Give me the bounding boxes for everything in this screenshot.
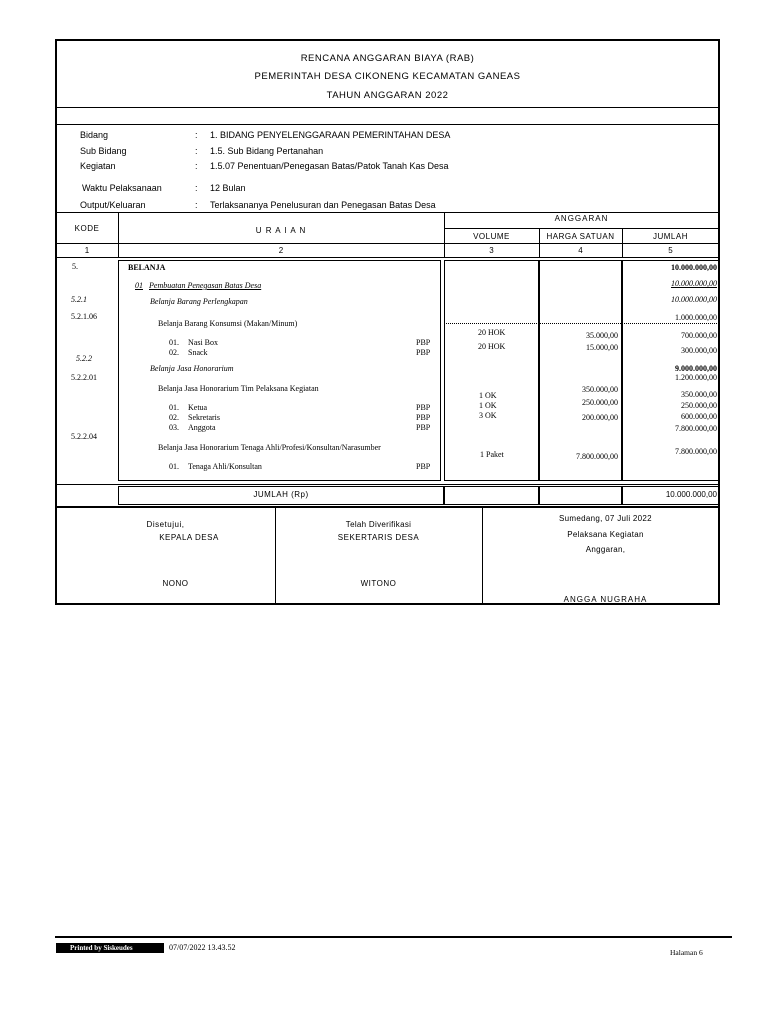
info-colon: : xyxy=(195,183,198,193)
row-jumlah: 10.000.000,00 xyxy=(671,279,717,288)
item-sumber: PBP xyxy=(416,423,431,432)
item-uraian: Snack xyxy=(188,348,208,357)
header-kode: KODE xyxy=(74,224,100,233)
row-uraian: BELANJA xyxy=(128,263,166,272)
total-volume-box xyxy=(444,486,539,505)
total-harga-box xyxy=(539,486,622,505)
info-value: 1.5. Sub Bidang Pertanahan xyxy=(210,146,324,156)
col-number: 4 xyxy=(578,246,583,255)
row-uraian: Belanja Jasa Honorarium Tim Pelaksana Kegiatan xyxy=(158,384,319,393)
col-number: 2 xyxy=(278,246,284,255)
item-volume: 1 OK xyxy=(479,391,497,400)
sign2-line1: Telah Diverifikasi xyxy=(345,520,412,529)
item-harga: 15.000,00 xyxy=(586,343,618,352)
print-datetime: 07/07/2022 13.43.52 xyxy=(169,943,236,952)
sign2-name: WITONO xyxy=(360,579,397,588)
row-kode: 5.2.2.04 xyxy=(71,432,97,441)
item-volume: 3 OK xyxy=(479,411,497,420)
row-uraian: Belanja Jasa Honorarium Tenaga Ahli/Profesi/Konsultan/Narasumber xyxy=(158,443,381,452)
row-kode: 5.2.2 xyxy=(76,354,92,363)
info-label: Bidang xyxy=(80,130,109,140)
item-no: 01. xyxy=(169,403,179,412)
item-uraian: Sekretaris xyxy=(188,413,220,422)
header-harga: HARGA SATUAN xyxy=(546,232,615,241)
col-number: 5 xyxy=(668,246,673,255)
anggaran-line xyxy=(444,228,719,229)
signature-top-line xyxy=(56,506,719,508)
item-volume: 20 HOK xyxy=(478,328,506,337)
item-sumber: PBP xyxy=(416,413,431,422)
item-harga: 7.800.000,00 xyxy=(576,452,618,461)
footer-line xyxy=(55,936,732,938)
item-harga: 200.000,00 xyxy=(582,413,618,422)
sign3-line2: Pelaksana Kegiatan xyxy=(567,530,644,539)
item-no: 01. xyxy=(169,462,179,471)
harga-box xyxy=(539,260,622,481)
item-volume: 20 HOK xyxy=(478,342,506,351)
item-harga: 250.000,00 xyxy=(582,398,618,407)
item-jumlah: 350.000,00 xyxy=(681,390,717,399)
printed-by-badge: Printed by Siskeudes xyxy=(56,943,164,953)
info-colon: : xyxy=(195,200,198,210)
total-label: JUMLAH (Rp) xyxy=(253,490,309,499)
dotted-separator xyxy=(444,323,719,324)
item-jumlah: 600.000,00 xyxy=(681,412,717,421)
info-colon: : xyxy=(195,161,198,171)
row-jumlah: 1.000.000,00 xyxy=(675,313,717,322)
table-top-line xyxy=(56,212,719,213)
item-harga: 35.000,00 xyxy=(586,331,618,340)
info-value: 1.5.07 Penentuan/Penegasan Batas/Patok Tanah Kas Desa xyxy=(210,161,449,171)
row-num: 01 xyxy=(135,281,143,290)
doc-title: RENCANA ANGGARAN BIAYA (RAB) xyxy=(300,53,475,64)
item-no: 03. xyxy=(169,423,179,432)
item-uraian: Anggota xyxy=(188,423,216,432)
sign3-line3: Anggaran, xyxy=(585,545,626,554)
head-line xyxy=(56,243,719,244)
item-volume: 1 OK xyxy=(479,401,497,410)
sign3-name: ANGGA NUGRAHA xyxy=(563,595,648,604)
item-jumlah: 7.800.000,00 xyxy=(675,447,717,456)
item-volume: 1 Paket xyxy=(480,450,504,459)
info-value: 1. BIDANG PENYELENGGARAAN PEMERINTAHAN DESA xyxy=(210,130,451,140)
sign2-line2: SEKERTARIS DESA xyxy=(337,533,420,542)
col-number: 3 xyxy=(489,246,494,255)
item-sumber: PBP xyxy=(416,348,431,357)
col-number: 1 xyxy=(84,246,90,255)
item-no: 02. xyxy=(169,348,179,357)
separator xyxy=(56,107,719,108)
sign1-line2: KEPALA DESA xyxy=(159,533,219,542)
row-kode: 5.2.2.01 xyxy=(71,373,97,382)
item-sumber: PBP xyxy=(416,462,431,471)
item-no: 01. xyxy=(169,338,179,347)
header-volume: VOLUME xyxy=(473,232,510,241)
total-value: 10.000.000,00 xyxy=(665,490,717,499)
item-jumlah: 300.000,00 xyxy=(681,346,717,355)
item-sumber: PBP xyxy=(416,338,431,347)
header-uraian: U R A I A N xyxy=(255,226,307,235)
row-kode: 5.2.1 xyxy=(71,295,87,304)
sign3-line1: Sumedang, 07 Juli 2022 xyxy=(559,514,652,523)
row-jumlah: 10.000.000,00 xyxy=(671,263,717,272)
page-number: Halaman 6 xyxy=(670,948,703,957)
sign1-name: NONO xyxy=(162,579,189,588)
item-uraian: Ketua xyxy=(188,403,208,412)
row-jumlah: 10.000.000,00 xyxy=(671,295,717,304)
row-uraian: Pembuatan Penegasan Batas Desa xyxy=(149,281,262,290)
doc-year: TAHUN ANGGARAN 2022 xyxy=(326,90,449,101)
info-label: Kegiatan xyxy=(80,161,116,171)
total-top-line xyxy=(56,484,719,485)
row-jumlah: 9.000.000,00 xyxy=(675,364,717,373)
item-uraian: Tenaga Ahli/Konsultan xyxy=(188,462,262,471)
row-jumlah: 7.800.000,00 xyxy=(675,424,717,433)
info-label: Sub Bidang xyxy=(80,146,127,156)
header-jumlah: JUMLAH xyxy=(652,232,688,241)
row-kode: 5. xyxy=(72,262,78,271)
doc-subtitle: PEMERINTAH DESA CIKONENG KECAMATAN GANEAS xyxy=(254,71,521,82)
info-label: Waktu Pelaksanaan xyxy=(82,183,162,193)
item-harga: 350.000,00 xyxy=(582,385,618,394)
row-uraian: Belanja Barang Konsumsi (Makan/Minum) xyxy=(158,319,298,328)
info-value: 12 Bulan xyxy=(210,183,246,193)
item-sumber: PBP xyxy=(416,403,431,412)
info-value: Terlaksananya Penelusuran dan Penegasan Batas Desa xyxy=(210,200,436,210)
info-colon: : xyxy=(195,146,198,156)
volume-box xyxy=(444,260,539,481)
item-jumlah: 700.000,00 xyxy=(681,331,717,340)
info-colon: : xyxy=(195,130,198,140)
header-anggaran: ANGGARAN xyxy=(554,214,609,223)
item-jumlah: 250.000,00 xyxy=(681,401,717,410)
row-jumlah: 1.200.000,00 xyxy=(675,373,717,382)
row-uraian: Belanja Jasa Honorarium xyxy=(150,364,234,373)
item-uraian: Nasi Box xyxy=(188,338,218,347)
row-uraian: Belanja Barang Perlengkapan xyxy=(150,297,248,306)
item-no: 02. xyxy=(169,413,179,422)
info-label: Output/Keluaran xyxy=(80,200,146,210)
row-kode: 5.2.1.06 xyxy=(71,312,97,321)
numbers-line xyxy=(56,257,719,258)
sign1-line1: Disetujui, xyxy=(146,520,185,529)
separator xyxy=(56,124,719,125)
